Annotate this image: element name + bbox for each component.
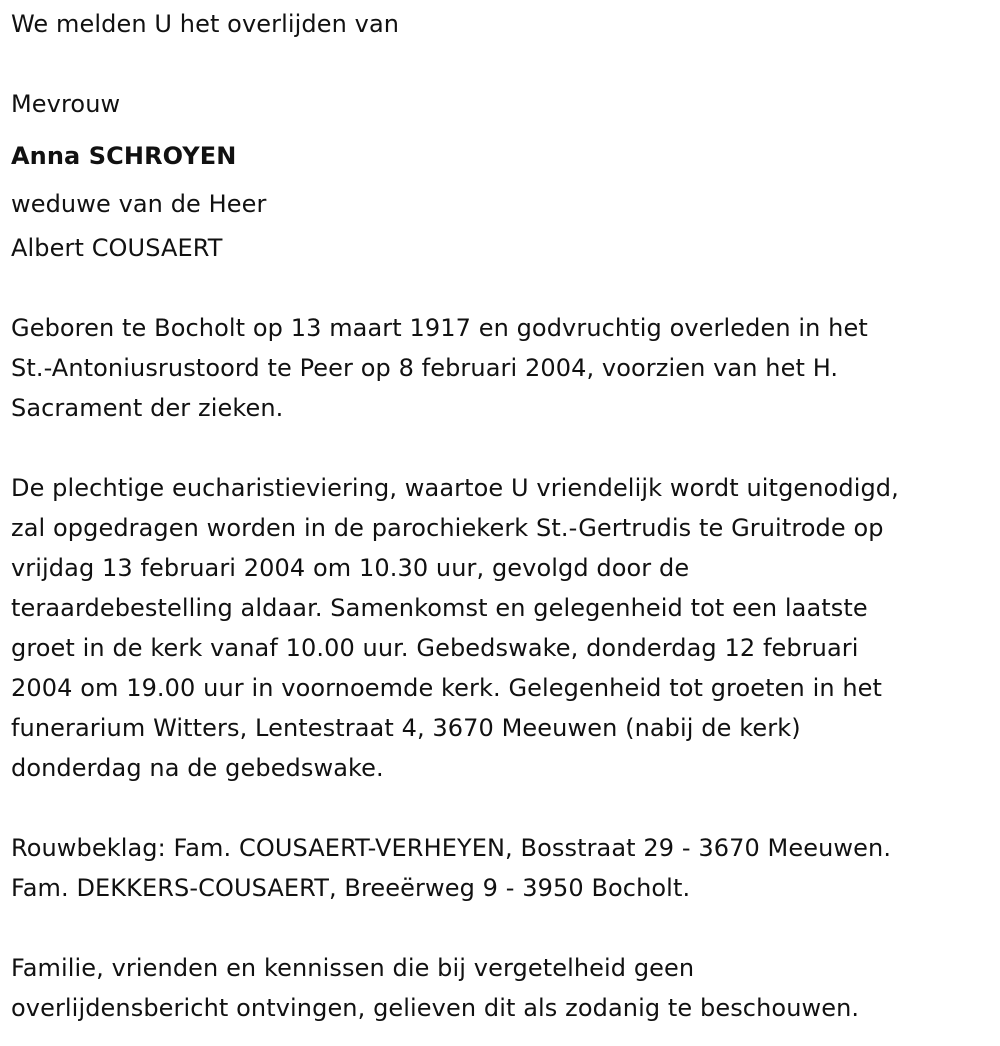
paragraph-line: St.-Antoniusrustoord te Peer op 8 februari 2004, voorzien van het H. [11, 354, 839, 382]
paragraph-line: Fam. DEKKERS-COUSAERT, Breeërweg 9 - 3950 Bocholt. [11, 874, 691, 902]
paragraph-line: overlijdensbericht ontvingen, gelieven dit als zodanig te beschouwen. [11, 994, 860, 1022]
salutation-block [11, 84, 996, 132]
paragraph-line: zal opgedragen worden in de parochiekerk St.-Gertrudis te Gruitrode op [11, 514, 884, 542]
spacer [11, 268, 996, 308]
paragraph-line: 2004 om 19.00 uur in voornoemde kerk. Gelegenheid tot groeten in het [11, 674, 883, 702]
paragraph-line: Familie, vrienden en kennissen die bij vergetelheid geen [11, 954, 695, 982]
paragraph-line: teraardebestelling aldaar. Samenkomst en gelegenheid tot een laatste [11, 594, 868, 622]
paragraph-line: De plechtige eucharistieviering, waartoe U vriendelijk wordt uitgenodigd, [11, 474, 899, 502]
paragraph-line: groet in de kerk vanaf 10.00 uur. Gebedswake, donderdag 12 februari [11, 634, 859, 662]
intro-block [11, 4, 996, 84]
paragraph-line: donderdag na de gebedswake. [11, 754, 384, 782]
mourning-paragraph [11, 828, 996, 908]
paragraph-line: Geboren te Bocholt op 13 maart 1917 en godvruchtig overleden in het [11, 314, 868, 342]
paragraph-line: vrijdag 13 februari 2004 om 10.30 uur, gevolgd door de [11, 554, 690, 582]
paragraph-line: Rouwbeklag: Fam. COUSAERT-VERHEYEN, Bosstraat 29 - 3670 Meeuwen. [11, 834, 892, 862]
birth-death-paragraph [11, 308, 996, 428]
spacer [11, 788, 996, 828]
salutation: Mevrouw [11, 90, 121, 118]
spouse-name: Albert COUSAERT [11, 234, 223, 262]
widow-of-line: weduwe van de Heer [11, 190, 267, 218]
spacer [11, 428, 996, 468]
death-notice [11, 4, 996, 1028]
paragraph-line: Sacrament der zieken. [11, 394, 284, 422]
deceased-name: Anna SCHROYEN [11, 142, 237, 170]
closing-paragraph [11, 948, 996, 1028]
ceremony-paragraph [11, 468, 996, 788]
spacer [11, 908, 996, 948]
paragraph-line: funerarium Witters, Lentestraat 4, 3670 Meeuwen (nabij de kerk) [11, 714, 801, 742]
intro-line: We melden U het overlijden van [11, 10, 400, 38]
